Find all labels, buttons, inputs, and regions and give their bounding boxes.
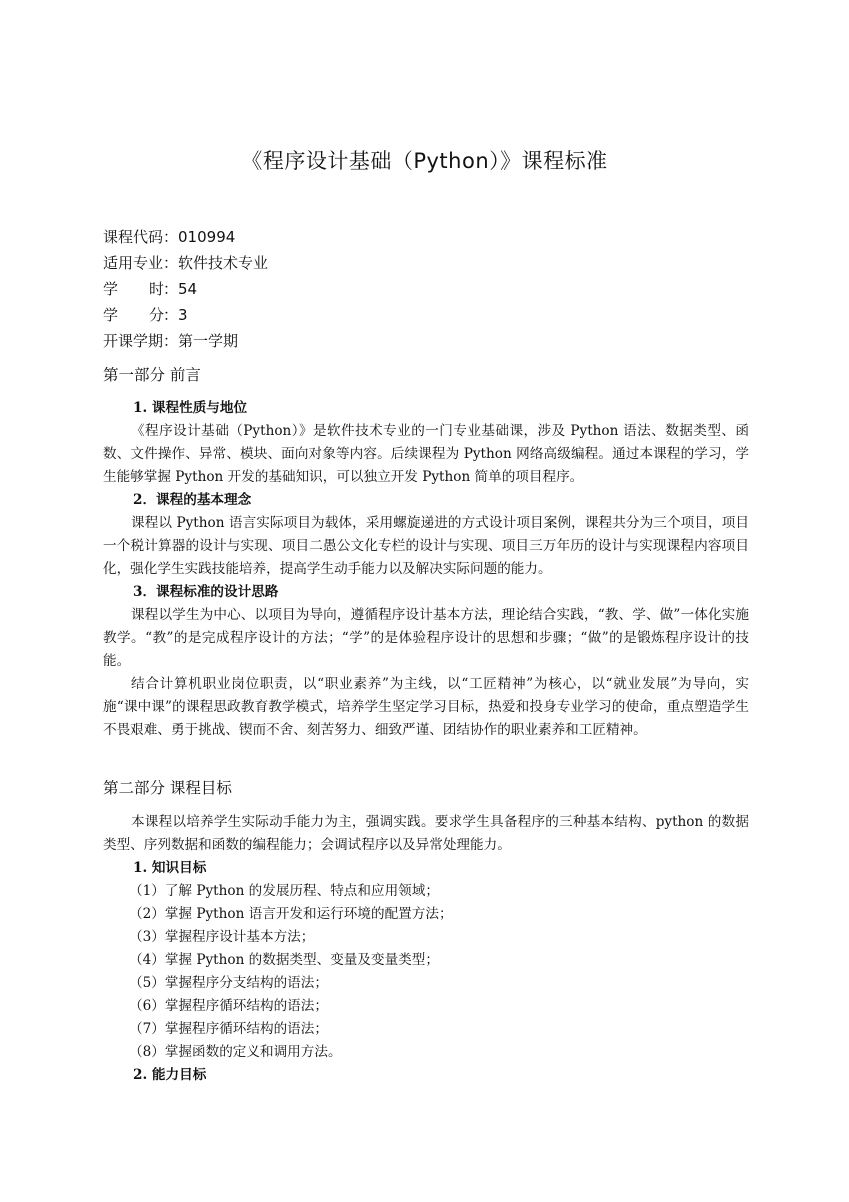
list-item: （1）了解 Python 的发展历程、特点和应用领域； bbox=[129, 883, 439, 899]
info-value: 010994 bbox=[178, 228, 236, 246]
info-label: 开课学期： bbox=[103, 332, 179, 350]
info-semester bbox=[103, 328, 268, 354]
info-sep: ： bbox=[163, 280, 179, 298]
course-info bbox=[103, 224, 268, 354]
info-value: 第一学期 bbox=[178, 332, 239, 350]
paragraph: 课程以 Python 语言实际项目为载体，采用螺旋递进的方式设计项目案例，课程共分为三个项目，项目一个税计算器的设计与实现、项目二愚公文化专栏的设计与实现、项目三万年历的设计与实现课程内容项目化，强化学生实践技能培养，提高学生动手能力以及解决实际问题的能力。 bbox=[103, 515, 749, 577]
list-item: （8）掌握函数的定义和调用方法。 bbox=[129, 1044, 342, 1060]
info-label: 适用专业： bbox=[103, 254, 179, 272]
section-title: 1. 知识目标 bbox=[133, 860, 207, 876]
section-title: 3．课程标准的设计思路 bbox=[133, 584, 279, 600]
part1-heading: 第一部分 前言 bbox=[103, 366, 201, 384]
info-value: 软件技术专业 bbox=[178, 254, 269, 272]
info-major bbox=[103, 250, 268, 276]
info-label: 学 时 bbox=[103, 280, 165, 298]
document-title: 《程序设计基础（Python）》课程标准 bbox=[241, 149, 608, 173]
list-item: （2）掌握 Python 语言开发和运行环境的配置方法； bbox=[129, 906, 453, 922]
section-title: 1. 课程性质与地位 bbox=[133, 400, 248, 416]
info-course-code bbox=[103, 224, 268, 250]
paragraph: 《程序设计基础（Python）》是软件技术专业的一门专业基础课，涉及 Python 语法、数据类型、函数、文件操作、异常、模块、面向对象等内容。后续课程为 Python 网络高级编程。通过本课程的学习，学生能够掌握 Python 开发的基础知识，可以独立开发 Python 简单的项目程序。 bbox=[103, 423, 749, 485]
section-title: 2．课程的基本理念 bbox=[133, 492, 252, 508]
info-sep: ： bbox=[163, 306, 179, 324]
info-label: 学 分 bbox=[103, 306, 165, 324]
paragraph: 结合计算机职业岗位职责，以“职业素养”为主线，以“工匠精神”为核心，以“就业发展”为导向，实施“课中课”的课程思政教育教学模式，培养学生坚定学习目标，热爱和投身专业学习的使命，重点塑造学生不畏艰难、勇于挑战、锲而不舍、刻苦努力、细致严谨、团结协作的职业素养和工匠精神。 bbox=[103, 676, 749, 738]
paragraph: 课程以学生为中心、以项目为导向，遵循程序设计基本方法，理论结合实践，“教、学、做”一体化实施教学。“教”的是完成程序设计的方法；“学”的是体验程序设计的思想和步骤；“做”的是锻炼程序设计的技能。 bbox=[103, 607, 749, 669]
info-credits bbox=[103, 302, 268, 328]
list-item: （3）掌握程序设计基本方法； bbox=[129, 929, 315, 945]
part2-heading: 第二部分 课程目标 bbox=[103, 779, 232, 797]
paragraph: 本课程以培养学生实际动手能力为主，强调实践。要求学生具备程序的三种基本结构、python 的数据类型、序列数据和函数的编程能力；会调试程序以及异常处理能力。 bbox=[103, 814, 749, 853]
list-item: （6）掌握程序循环结构的语法； bbox=[129, 998, 328, 1014]
list-item: （5）掌握程序分支结构的语法； bbox=[129, 975, 328, 991]
list-item: （7）掌握程序循环结构的语法； bbox=[129, 1021, 328, 1037]
part2-body bbox=[103, 811, 749, 1087]
section-title: 2. 能力目标 bbox=[133, 1067, 207, 1083]
list-item: （4）掌握 Python 的数据类型、变量及变量类型； bbox=[129, 952, 439, 968]
info-label: 课程代码： bbox=[103, 228, 179, 246]
info-value: 54 bbox=[178, 280, 198, 298]
info-value: 3 bbox=[178, 306, 188, 324]
part1-body bbox=[103, 397, 749, 742]
info-hours bbox=[103, 276, 268, 302]
